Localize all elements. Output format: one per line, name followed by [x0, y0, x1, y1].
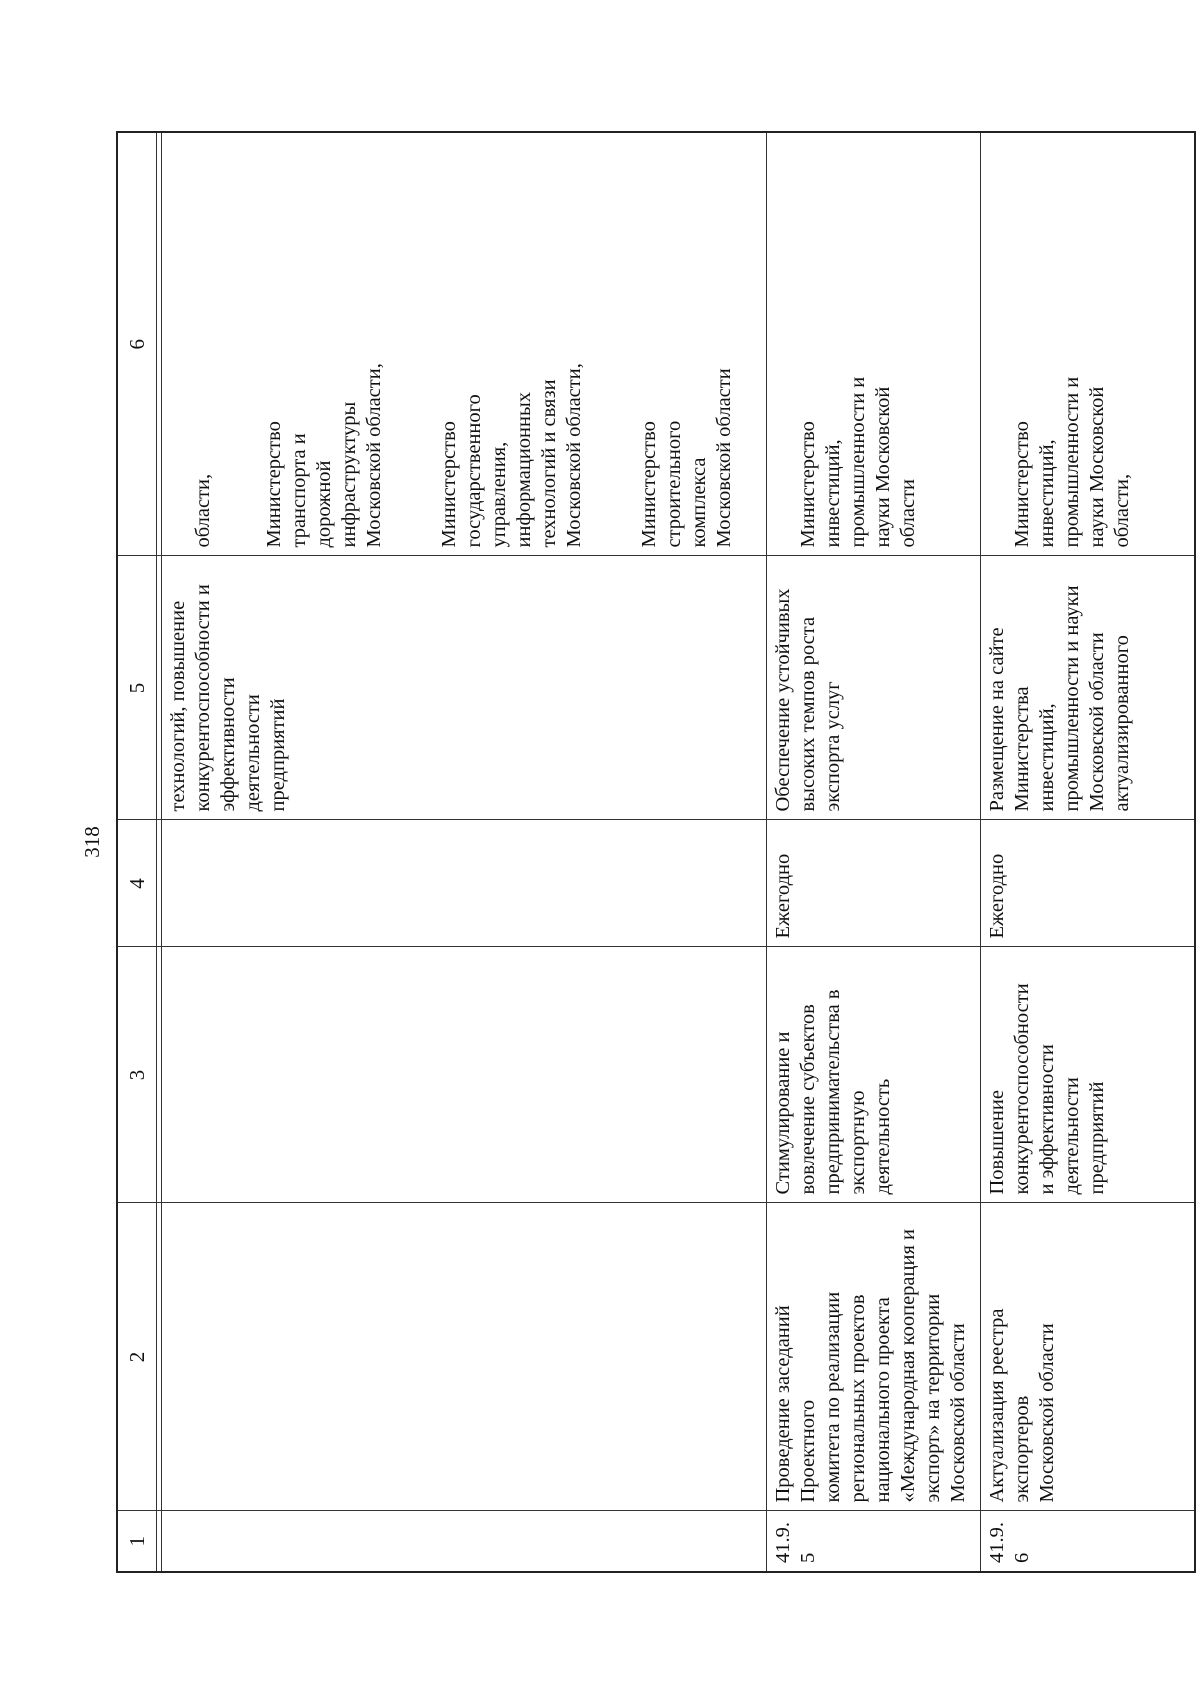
row-number-cell: 41.9.6	[981, 1511, 1196, 1572]
page-number: 318	[80, 826, 104, 858]
column-header-row	[117, 132, 157, 1572]
period-cell	[162, 820, 767, 947]
table-row	[767, 132, 981, 1572]
column-header: 2	[117, 1203, 157, 1511]
executor-entry: Министерство транспорта и дорожной инфраструктуры Московской области,	[263, 363, 385, 548]
goal-cell	[162, 947, 767, 1203]
plan-table	[116, 131, 1196, 1573]
column-header: 3	[117, 947, 157, 1203]
column-header: 1	[117, 1511, 157, 1572]
event-cell: Проведение заседаний Проектного комитета по реализации региональных проектов национального проекта «Международная кооперация и экспорт» на территории Московской области	[767, 1203, 981, 1511]
event-cell	[162, 1203, 767, 1511]
period-cell: Ежегодно	[767, 820, 981, 947]
rotated-table-container	[116, 133, 1133, 1573]
executor-entry: области,	[192, 473, 214, 548]
result-cell: технологий, повышение конкурентоспособности и эффективности деятельности предприятий	[162, 556, 767, 820]
executor-entry: Министерство инвестиций, промышленности и науки Московской области,	[1011, 376, 1133, 548]
executor-entry: Министерство строительного комплекса Московской области	[638, 368, 735, 548]
executor-entry: Министерство государственного управления, информационных технологий и связи Московской области,	[438, 363, 585, 548]
table-row	[981, 132, 1196, 1572]
column-header: 5	[117, 556, 157, 820]
event-cell: Актуализация реестра экспортеров Московской области	[981, 1203, 1196, 1511]
result-cell: Размещение на сайте Министерства инвестиций, промышленности и науки Московской области актуализированного	[981, 556, 1196, 820]
executors-cell	[162, 132, 767, 556]
executor-entry: Министерство инвестиций, промышленности и науки Московской области	[797, 376, 919, 548]
goal-cell: Стимулирование и вовлечение субъектов предпринимательства в экспортную деятельность	[767, 947, 981, 1203]
goal-cell: Повышение конкурентоспособности и эффективности деятельности предприятий	[981, 947, 1196, 1203]
executors-cell	[981, 132, 1196, 556]
period-cell: Ежегодно	[981, 820, 1196, 947]
result-cell: Обеспечение устойчивых высоких темпов роста экспорта услуг	[767, 556, 981, 820]
row-number-cell: 41.9.5	[767, 1511, 981, 1572]
column-header: 6	[117, 132, 157, 556]
executors-cell	[767, 132, 981, 556]
table-row	[162, 132, 767, 1572]
row-number-cell	[162, 1511, 767, 1572]
column-header: 4	[117, 820, 157, 947]
